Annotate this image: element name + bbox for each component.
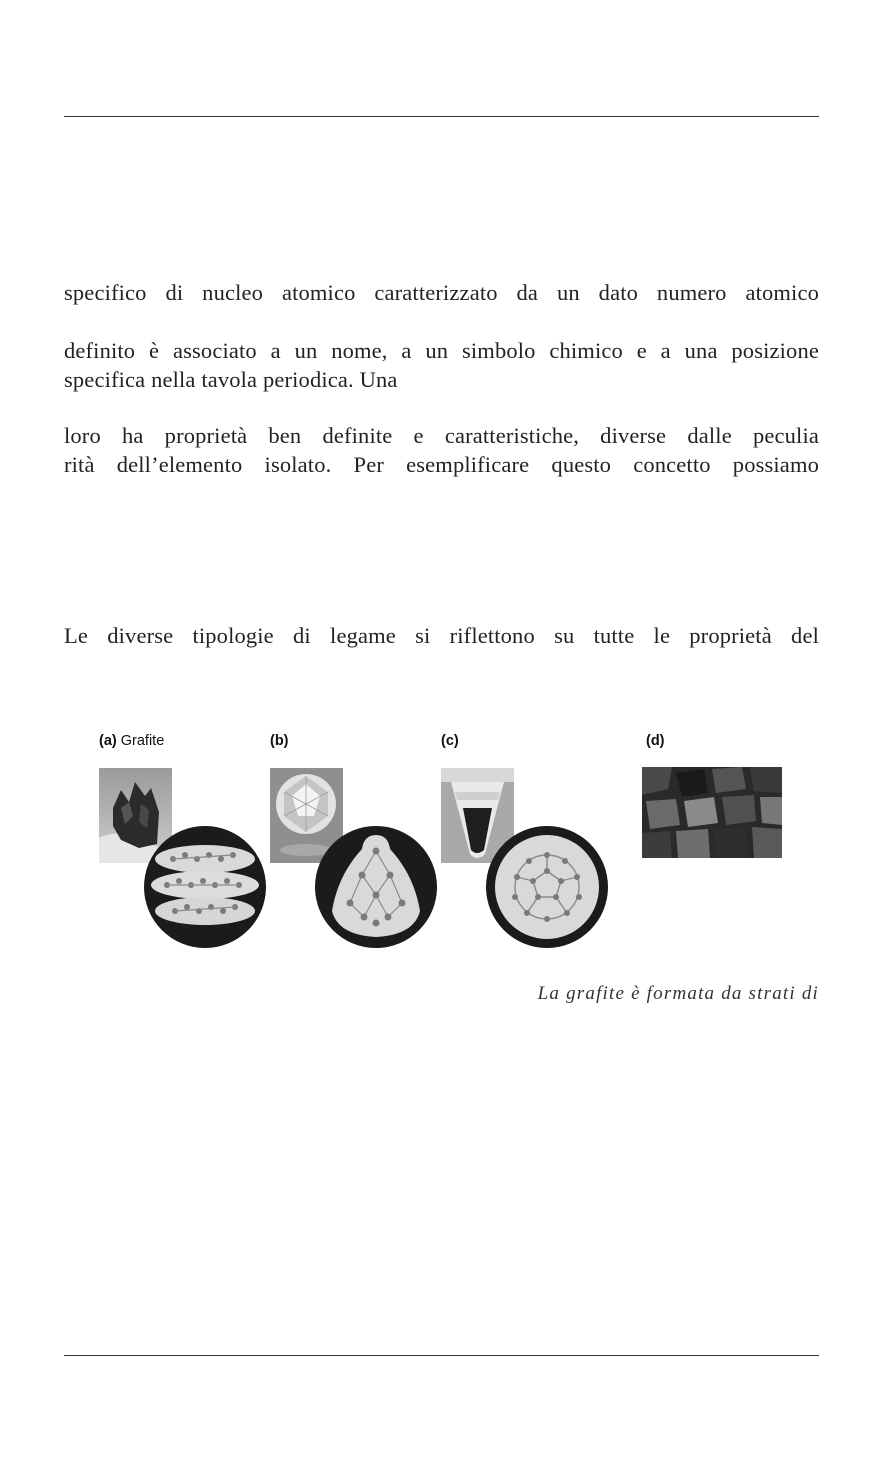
paragraph-line-3: specifica nella tavola periodica. Una [64, 367, 398, 392]
paragraph-line-2: definito è associato a un nome, a un simbolo chimico e a una posizione [64, 338, 819, 363]
diamond-molecule [314, 825, 438, 949]
panel-c-label [441, 733, 459, 749]
panel-d-letter: (d) [646, 733, 665, 749]
paragraph-line-5: rità dell’elemento isolato. Per esemplificare questo concetto possiamo [64, 452, 819, 477]
panel-a-name: Grafite [120, 733, 165, 749]
paragraph-line-6: Le diverse tipologie di legame si riflettono su tutte le proprietà del [64, 623, 819, 648]
carbon-allotropes-figure [96, 728, 796, 958]
graphite-molecule [143, 825, 267, 949]
panel-b-letter: (b) [270, 733, 289, 749]
paragraph-line-4: loro ha proprietà ben definite e caratteristiche, diverse dalle peculia [64, 423, 819, 448]
header-rule [64, 116, 819, 117]
figure-caption: La grafite è formata da strati di [537, 983, 819, 1004]
fullerene-molecule [485, 825, 609, 949]
panel-d-label [646, 733, 665, 749]
panel-c-letter: (c) [441, 733, 459, 749]
panel-a-label [99, 733, 164, 749]
panel-b-label [270, 733, 289, 749]
coal-photo [642, 767, 782, 858]
footer-rule [64, 1355, 819, 1356]
panel-a-letter: (a) [99, 733, 117, 749]
paragraph-line-1: specifico di nucleo atomico caratterizzato da un dato numero atomico [64, 280, 819, 305]
